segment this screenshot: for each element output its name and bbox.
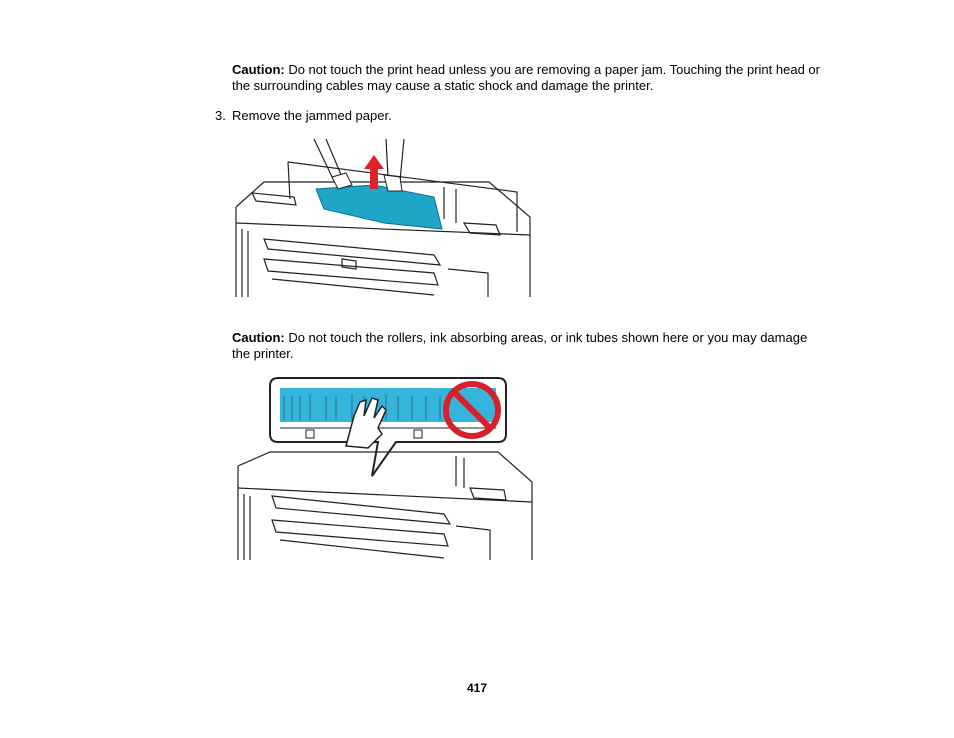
jammed-paper — [316, 185, 442, 229]
page-number: 417 — [466, 681, 488, 695]
caution-label: Caution: — [232, 62, 285, 77]
do-not-touch-illustration — [236, 376, 534, 562]
step-number: 3. — [215, 108, 226, 123]
remove-jammed-paper-illustration — [234, 137, 532, 299]
step-3 — [215, 108, 392, 124]
caution-rollers — [232, 330, 822, 362]
caution-text: Do not touch the print head unless you are removing a paper jam. Touching the print head or the surrounding cables may cause a static shock and damage the printer. — [232, 62, 820, 93]
caution-remove-jam — [232, 62, 822, 94]
step-text: Remove the jammed paper. — [232, 108, 392, 123]
caution-text: Do not touch the rollers, ink absorbing areas, or ink tubes shown here or you may damage the printer. — [232, 330, 808, 361]
caution-label: Caution: — [232, 330, 285, 345]
